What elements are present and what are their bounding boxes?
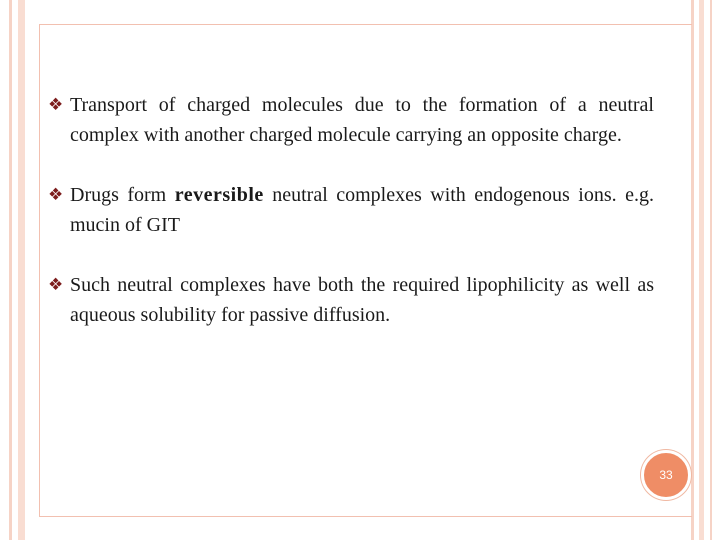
left-decorative-rule-inner: [18, 0, 25, 540]
bullet-text-pre: Drugs form: [70, 184, 175, 206]
right-decorative-rule-a: [691, 0, 694, 540]
slide-frame-left: [39, 24, 40, 517]
bullet-item-1: [48, 90, 654, 150]
bullet-text-bold: reversible: [174, 184, 264, 206]
diamond-bullet-icon: ❖: [48, 185, 64, 205]
left-decorative-rule-outer: [9, 0, 12, 540]
page-number-badge: 33: [641, 450, 691, 500]
diamond-bullet-icon: ❖: [48, 95, 64, 115]
bullet-list: [48, 90, 654, 360]
bullet-item-2: [48, 180, 654, 240]
slide-frame-top: [40, 24, 692, 25]
bullet-text-post: neutral complexes with endogenous ions. e.g. mucin of GIT: [70, 184, 654, 236]
slide-frame-bottom: [40, 516, 692, 517]
right-decorative-rule-b: [699, 0, 704, 540]
diamond-bullet-icon: ❖: [48, 275, 64, 295]
bullet-item-3: [48, 270, 654, 330]
right-decorative-rule-c: [710, 0, 712, 540]
bullet-text: Transport of charged molecules due to the formation of a neutral complex with another charged molecule carrying an opposite charge.: [70, 94, 654, 146]
bullet-text: Such neutral complexes have both the required lipophilicity as well as aqueous solubility for passive diffusion.: [70, 274, 654, 326]
